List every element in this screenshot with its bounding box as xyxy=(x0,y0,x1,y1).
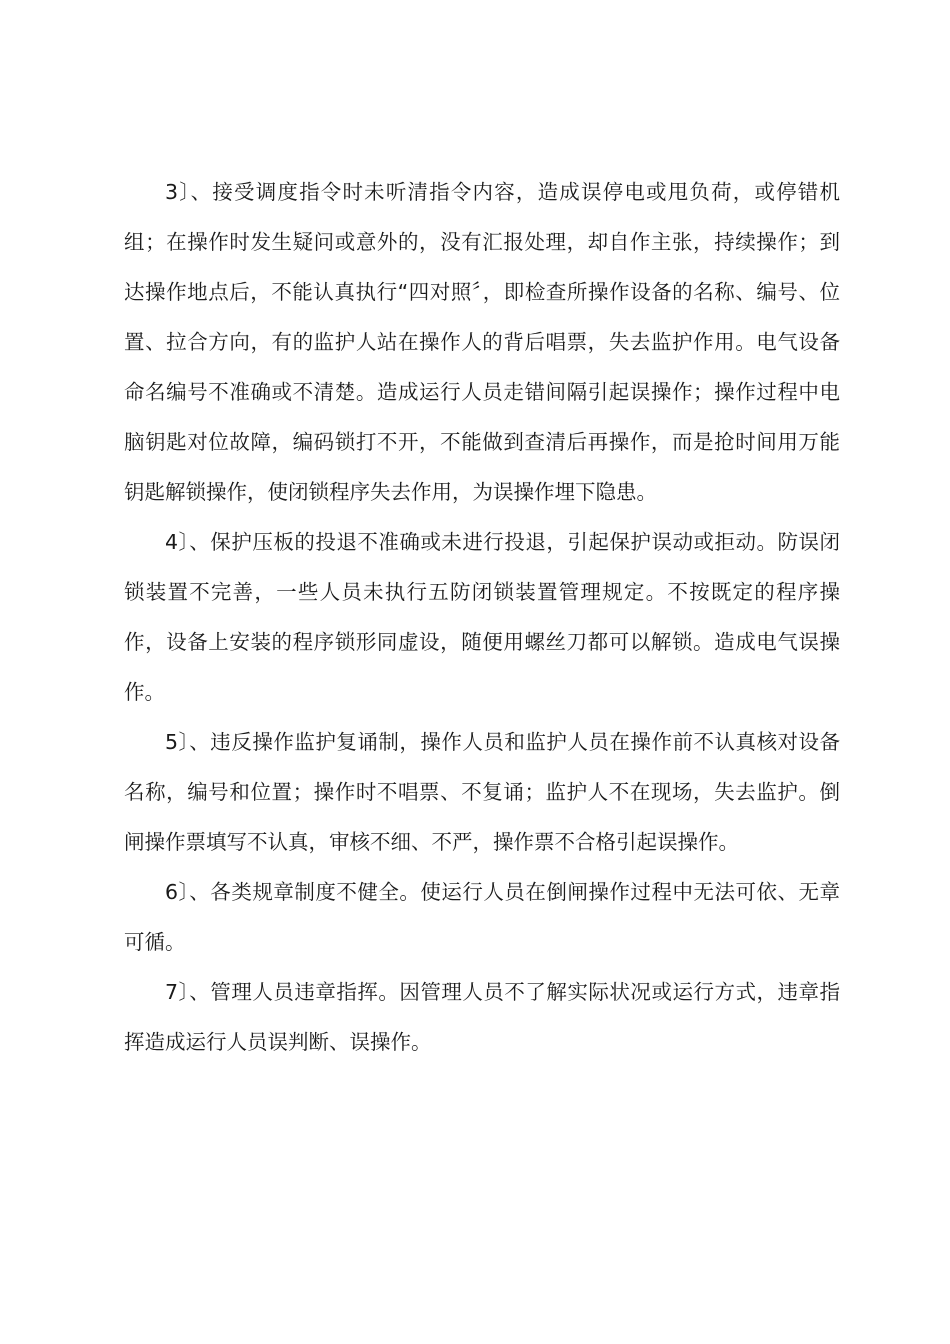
document-body xyxy=(124,167,840,1067)
paragraph-4: 4〕、保护压板的投退不准确或未进行投退，引起保护误动或拒动。防误闭锁装置不完善，一些人员未执行五防闭锁装置管理规定。不按既定的程序操作，设备上安装的程序锁形同虚设，随便用螺丝刀都可以解锁。造成电气误操作。 xyxy=(124,530,840,704)
paragraph-5: 5〕、违反操作监护复诵制，操作人员和监护人员在操作前不认真核对设备名称，编号和位置；操作时不唱票、不复诵；监护人不在现场，失去监护。倒闸操作票填写不认真，审核不细、不严，操作票不合格引起误操作。 xyxy=(124,730,840,854)
paragraph-6: 6〕、各类规章制度不健全。使运行人员在倒闸操作过程中无法可依、无章可循。 xyxy=(124,880,840,954)
paragraph-3: 3〕、接受调度指令时未听清指令内容，造成误停电或甩负荷，或停错机组；在操作时发生疑问或意外的，没有汇报处理，却自作主张，持续操作；到达操作地点后，不能认真执行“四对照〞，即检查所操作设备的名称、编号、位置、拉合方向，有的监护人站在操作人的背后唱票，失去监护作用。电气设备命名编号不准确或不清楚。造成运行人员走错间隔引起误操作；操作过程中电脑钥匙对位故障，编码锁打不开，不能做到查清后再操作，而是抢时间用万能钥匙解锁操作，使闭锁程序失去作用，为误操作埋下隐患。 xyxy=(124,180,840,504)
paragraph-7: 7〕、管理人员违章指挥。因管理人员不了解实际状况或运行方式，违章指挥造成运行人员误判断、误操作。 xyxy=(124,980,840,1054)
